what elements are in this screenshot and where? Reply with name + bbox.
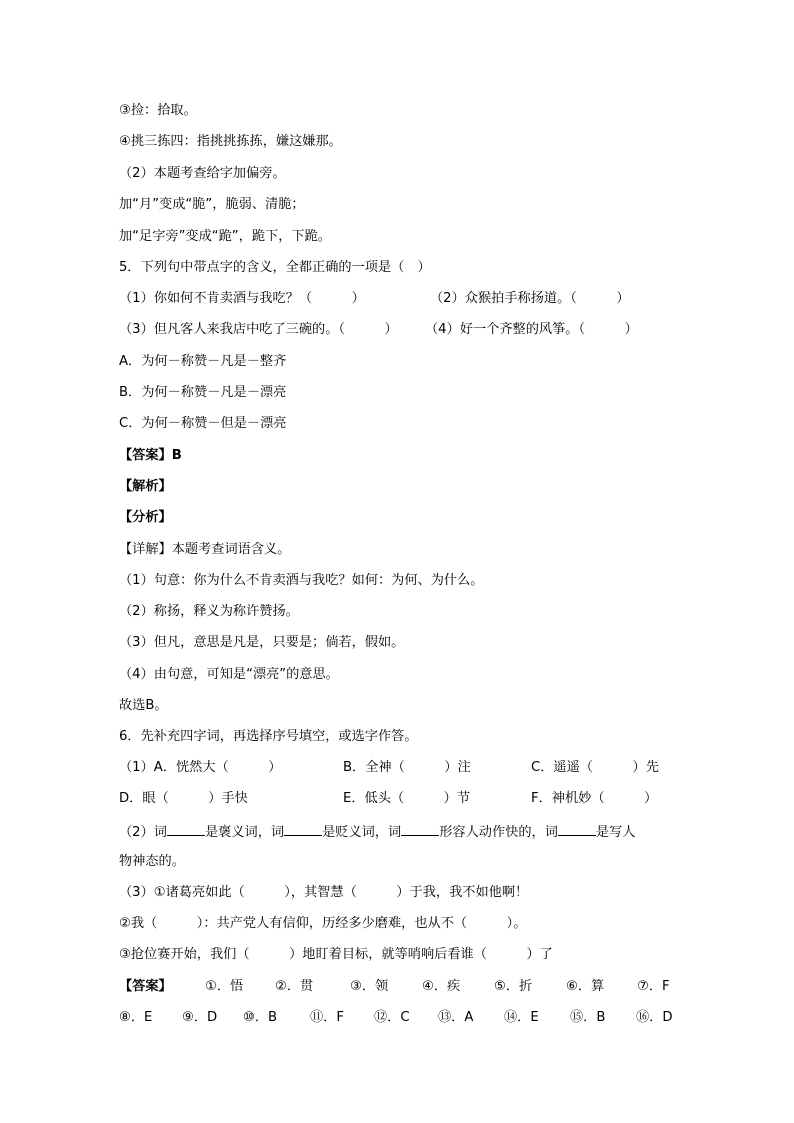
question-6-stem: 6．先补充四字词，再选择序号填空，或选字作答。 [119, 729, 418, 744]
q6-part3-line-1: （3）①诸葛亮如此（ ），其智慧（ ）于我，我不如他啊！ [119, 885, 529, 900]
blank-underline [558, 821, 596, 836]
text-line: （4）由句意，可知是“漂亮”的意思。 [119, 667, 339, 682]
q6-part2-text-a: （2）词 [119, 825, 167, 840]
answer-item: ⑫．C [374, 1010, 410, 1025]
answer-item: ⑬．A [438, 1010, 474, 1025]
answer-item: ④．疾 [422, 979, 461, 994]
q5-sentence-2: （2）众猴拍手称扬道。（ ） [430, 291, 630, 306]
q6-part2-text-d: 形容人动作快的，词 [439, 825, 558, 840]
text-line: （1）句意：你为什么不肯卖酒与我吃？如何：为何、为什么。 [119, 573, 484, 588]
analysis-heading: 【解析】 [119, 479, 172, 494]
answer-line: 【答案】B [119, 448, 182, 463]
detail-line: 【详解】本题考查词语含义。 [119, 542, 291, 557]
answer-item: ⑨．D [182, 1010, 218, 1025]
answer-item: ⑦．F [637, 979, 670, 994]
q6-item-e: E．低头（ ）节 [343, 791, 471, 806]
text-line: （2）本题考查给字加偏旁。 [119, 166, 286, 181]
answer-item: ⑯．D [636, 1010, 673, 1025]
q6-part2-line [119, 821, 635, 843]
blank-underline [284, 821, 322, 836]
answer-item: ⑥．算 [566, 979, 605, 994]
answer-item: ⑭．E [504, 1010, 539, 1025]
text-line: ③捡：拾取。 [119, 103, 197, 118]
answer-item: ⑤．折 [494, 979, 533, 994]
blank-underline [167, 821, 205, 836]
option-b: B．为何－称赞－凡是－漂亮 [119, 385, 287, 400]
answer-item: ⑪．F [310, 1010, 344, 1025]
q5-sentence-3: （3）但凡客人来我店中吃了三碗的。（ ） [119, 322, 398, 337]
text-line: （2）称扬，释义为称许赞扬。 [119, 604, 299, 619]
q6-part3-line-2: ②我（ ）：共产党人有信仰，历经多少磨难，也从不（ ）。 [119, 916, 527, 931]
fenxi-heading: 【分析】 [119, 510, 172, 525]
q6-part2-text-b: 是褒义词，词 [204, 825, 285, 840]
answer-item: ⑮．B [570, 1010, 606, 1025]
q6-item-f: F．神机妙（ ） [531, 791, 658, 806]
q6-item-d: D．眼（ ）手快 [119, 791, 248, 806]
text-line: 加“月”变成“脆”，脆弱、清脆； [119, 197, 305, 212]
q6-part2-text-c: 是贬义词，词 [322, 825, 402, 840]
text-line: 加“足字旁”变成“跪”，跪下，下跪。 [119, 229, 331, 244]
text-line: 故选B。 [119, 698, 168, 713]
option-c: C．为何－称赞－但是－漂亮 [119, 416, 287, 431]
question-5-stem: 5．下列句中带点字的含义，全都正确的一项是（ ） [119, 260, 431, 275]
q5-sentence-1: （1）你如何不肯卖酒与我吃？（ ） [119, 291, 365, 306]
option-a: A．为何－称赞－凡是－整齐 [119, 354, 287, 369]
q6-item-c: C．遥遥（ ）先 [531, 760, 659, 775]
answer-item: ②．贯 [275, 979, 314, 994]
q6-part3-line-3: ③抢位赛开始，我们（ ）地盯着目标，就等哨响后看谁（ ）了 [119, 947, 553, 962]
q6-item-a: （1）A．恍然大（ ） [119, 760, 282, 775]
q6-item-b: B．全神（ ）注 [343, 760, 471, 775]
answer-item: ⑩．B [243, 1010, 278, 1025]
text-line: （3）但凡，意思是凡是，只要是；倘若，假如。 [119, 635, 405, 650]
answer-item: ⑧．E [119, 1010, 153, 1025]
blank-underline [401, 821, 439, 836]
text-line: 物神态的。 [119, 854, 185, 869]
answer-item: ①．悟 [205, 979, 244, 994]
q6-part2-text-e: 是写人 [595, 825, 636, 840]
answer-item: ③．领 [350, 979, 389, 994]
answer-label: 【答案】 [119, 979, 172, 994]
q5-sentence-4: （4）好一个齐整的风筝。（ ） [425, 322, 638, 337]
text-line: ④挑三拣四：指挑挑拣拣，嫌这嫌那。 [119, 134, 342, 149]
